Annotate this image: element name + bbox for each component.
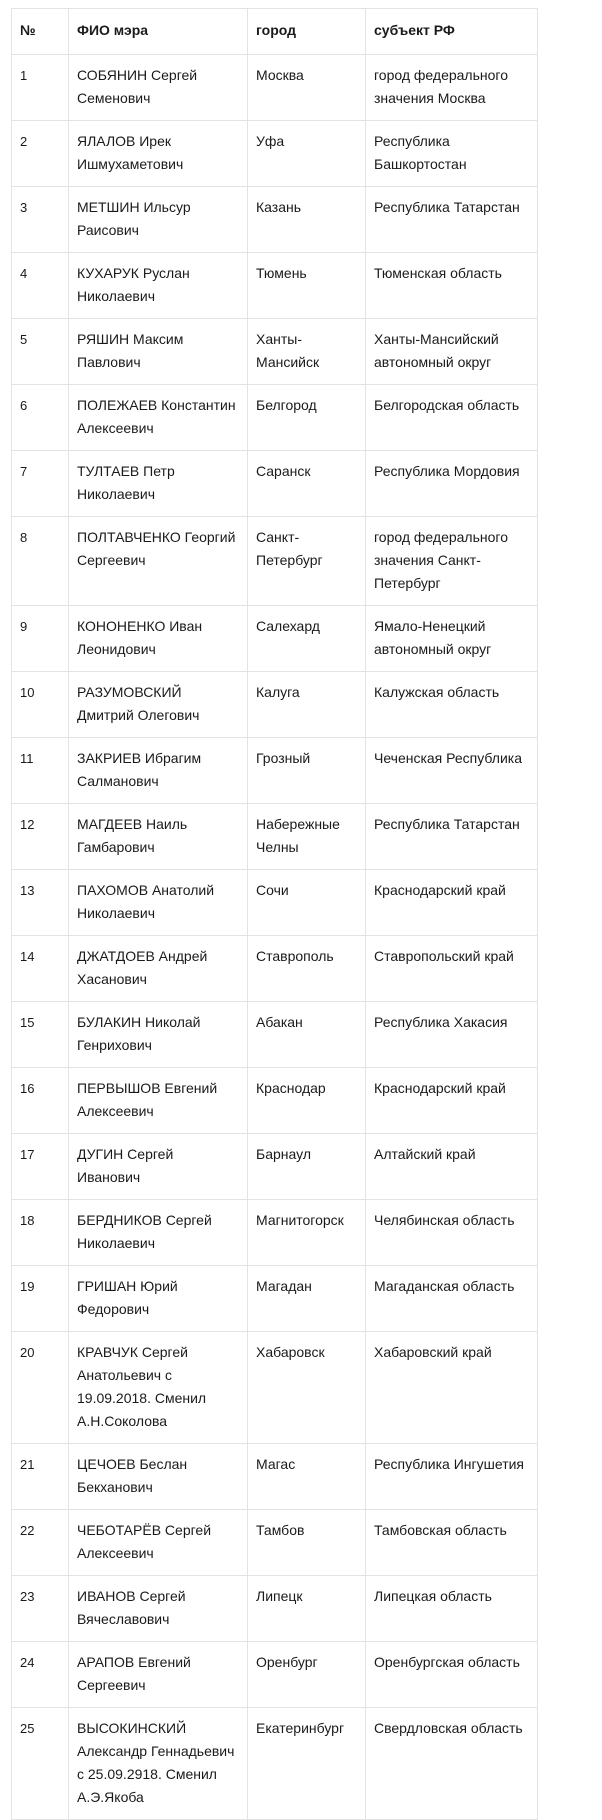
cell-number: 15 [12,1002,69,1068]
cell-mayor-name: ЧЕБОТАРЁВ Сергей Алексеевич [69,1510,248,1576]
cell-city: Белгород [248,385,366,451]
cell-city: Хабаровск [248,1332,366,1444]
column-header-city: город [248,9,366,55]
cell-mayor-name: БЕРДНИКОВ Сергей Николаевич [69,1200,248,1266]
table-row [12,672,538,738]
table-row [12,319,538,385]
cell-number: 16 [12,1068,69,1134]
cell-number: 24 [12,1642,69,1708]
table-row [12,517,538,606]
cell-region: Республика Мордовия [366,451,538,517]
cell-region: Калужская область [366,672,538,738]
cell-region: Белгородская область [366,385,538,451]
cell-mayor-name: ПОЛЕЖАЕВ Константин Алексеевич [69,385,248,451]
table-row [12,1068,538,1134]
table-row [12,1708,538,1820]
table-body [12,55,538,1820]
cell-mayor-name: ГРИШАН Юрий Федорович [69,1266,248,1332]
cell-region: Свердловская область [366,1708,538,1820]
cell-number: 4 [12,253,69,319]
cell-region: Магаданская область [366,1266,538,1332]
mayors-table [11,8,538,1820]
cell-mayor-name: СОБЯНИН Сергей Семенович [69,55,248,121]
cell-city: Магнитогорск [248,1200,366,1266]
cell-mayor-name: РЯШИН Максим Павлович [69,319,248,385]
cell-city: Барнаул [248,1134,366,1200]
cell-mayor-name: ЯЛАЛОВ Ирек Ишмухаметович [69,121,248,187]
cell-number: 25 [12,1708,69,1820]
table-row [12,55,538,121]
cell-city: Абакан [248,1002,366,1068]
cell-region: Республика Башкортостан [366,121,538,187]
column-header-number: № [12,9,69,55]
cell-number: 17 [12,1134,69,1200]
table-row [12,1444,538,1510]
table-row [12,738,538,804]
cell-city: Санкт-Петербург [248,517,366,606]
cell-number: 18 [12,1200,69,1266]
cell-mayor-name: КУХАРУК Руслан Николаевич [69,253,248,319]
table-row [12,451,538,517]
table-row [12,253,538,319]
cell-region: Республика Хакасия [366,1002,538,1068]
cell-number: 22 [12,1510,69,1576]
cell-city: Набережные Челны [248,804,366,870]
cell-number: 11 [12,738,69,804]
cell-mayor-name: МАГДЕЕВ Наиль Гамбарович [69,804,248,870]
cell-region: Чеченская Республика [366,738,538,804]
cell-number: 1 [12,55,69,121]
cell-mayor-name: ЗАКРИЕВ Ибрагим Салманович [69,738,248,804]
cell-mayor-name: БУЛАКИН Николай Генрихович [69,1002,248,1068]
cell-number: 5 [12,319,69,385]
cell-city: Краснодар [248,1068,366,1134]
cell-city: Казань [248,187,366,253]
cell-city: Грозный [248,738,366,804]
cell-mayor-name: ВЫСОКИНСКИЙ Александр Геннадьевич с 25.09.2918. Сменил А.Э.Якоба [69,1708,248,1820]
cell-mayor-name: МЕТШИН Ильсур Раисович [69,187,248,253]
cell-mayor-name: КОНОНЕНКО Иван Леонидович [69,606,248,672]
table-row [12,121,538,187]
table-row [12,804,538,870]
cell-number: 8 [12,517,69,606]
cell-number: 20 [12,1332,69,1444]
table-header-row [12,9,538,55]
table-row [12,606,538,672]
cell-city: Уфа [248,121,366,187]
cell-region: Республика Татарстан [366,187,538,253]
cell-number: 23 [12,1576,69,1642]
cell-number: 12 [12,804,69,870]
column-header-region: субъект РФ [366,9,538,55]
cell-region: Алтайский край [366,1134,538,1200]
cell-city: Тамбов [248,1510,366,1576]
cell-mayor-name: ИВАНОВ Сергей Вячеславович [69,1576,248,1642]
cell-city: Салехард [248,606,366,672]
cell-city: Москва [248,55,366,121]
cell-number: 13 [12,870,69,936]
cell-mayor-name: ДУГИН Сергей Иванович [69,1134,248,1200]
cell-mayor-name: АРАПОВ Евгений Сергеевич [69,1642,248,1708]
table-row [12,870,538,936]
cell-number: 19 [12,1266,69,1332]
cell-region: Хабаровский край [366,1332,538,1444]
table-row [12,1266,538,1332]
cell-city: Липецк [248,1576,366,1642]
cell-number: 9 [12,606,69,672]
cell-mayor-name: ЦЕЧОЕВ Беслан Бекханович [69,1444,248,1510]
cell-region: Тамбовская область [366,1510,538,1576]
cell-region: Тюменская область [366,253,538,319]
cell-region: Республика Ингушетия [366,1444,538,1510]
cell-city: Оренбург [248,1642,366,1708]
cell-region: Липецкая область [366,1576,538,1642]
cell-number: 6 [12,385,69,451]
cell-region: Краснодарский край [366,870,538,936]
table-row [12,1510,538,1576]
cell-city: Калуга [248,672,366,738]
cell-region: Краснодарский край [366,1068,538,1134]
table-row [12,1576,538,1642]
cell-city: Ханты-Мансийск [248,319,366,385]
cell-region: Челябинская область [366,1200,538,1266]
cell-mayor-name: ТУЛТАЕВ Петр Николаевич [69,451,248,517]
cell-mayor-name: КРАВЧУК Сергей Анатольевич с 19.09.2018. Сменил А.Н.Соколова [69,1332,248,1444]
cell-mayor-name: ПАХОМОВ Анатолий Николаевич [69,870,248,936]
cell-region: Ставропольский край [366,936,538,1002]
cell-region: город федерального значения Санкт-Петербург [366,517,538,606]
cell-number: 3 [12,187,69,253]
cell-city: Саранск [248,451,366,517]
cell-mayor-name: ДЖАТДОЕВ Андрей Хасанович [69,936,248,1002]
table-row [12,936,538,1002]
cell-mayor-name: ПОЛТАВЧЕНКО Георгий Сергеевич [69,517,248,606]
table-row [12,385,538,451]
cell-number: 21 [12,1444,69,1510]
cell-city: Магадан [248,1266,366,1332]
table-row [12,1642,538,1708]
cell-number: 7 [12,451,69,517]
cell-number: 2 [12,121,69,187]
cell-mayor-name: ПЕРВЫШОВ Евгений Алексеевич [69,1068,248,1134]
table-row [12,1002,538,1068]
cell-region: город федерального значения Москва [366,55,538,121]
mayors-table-container [11,8,537,1820]
cell-city: Магас [248,1444,366,1510]
table-row [12,187,538,253]
cell-region: Ханты-Мансийский автономный округ [366,319,538,385]
cell-number: 10 [12,672,69,738]
cell-region: Оренбургская область [366,1642,538,1708]
cell-city: Тюмень [248,253,366,319]
cell-region: Ямало-Ненецкий автономный округ [366,606,538,672]
cell-city: Сочи [248,870,366,936]
cell-region: Республика Татарстан [366,804,538,870]
table-row [12,1332,538,1444]
column-header-mayor-name: ФИО мэра [69,9,248,55]
table-row [12,1200,538,1266]
cell-mayor-name: РАЗУМОВСКИЙ Дмитрий Олегович [69,672,248,738]
cell-number: 14 [12,936,69,1002]
table-row [12,1134,538,1200]
cell-city: Ставрополь [248,936,366,1002]
cell-city: Екатеринбург [248,1708,366,1820]
